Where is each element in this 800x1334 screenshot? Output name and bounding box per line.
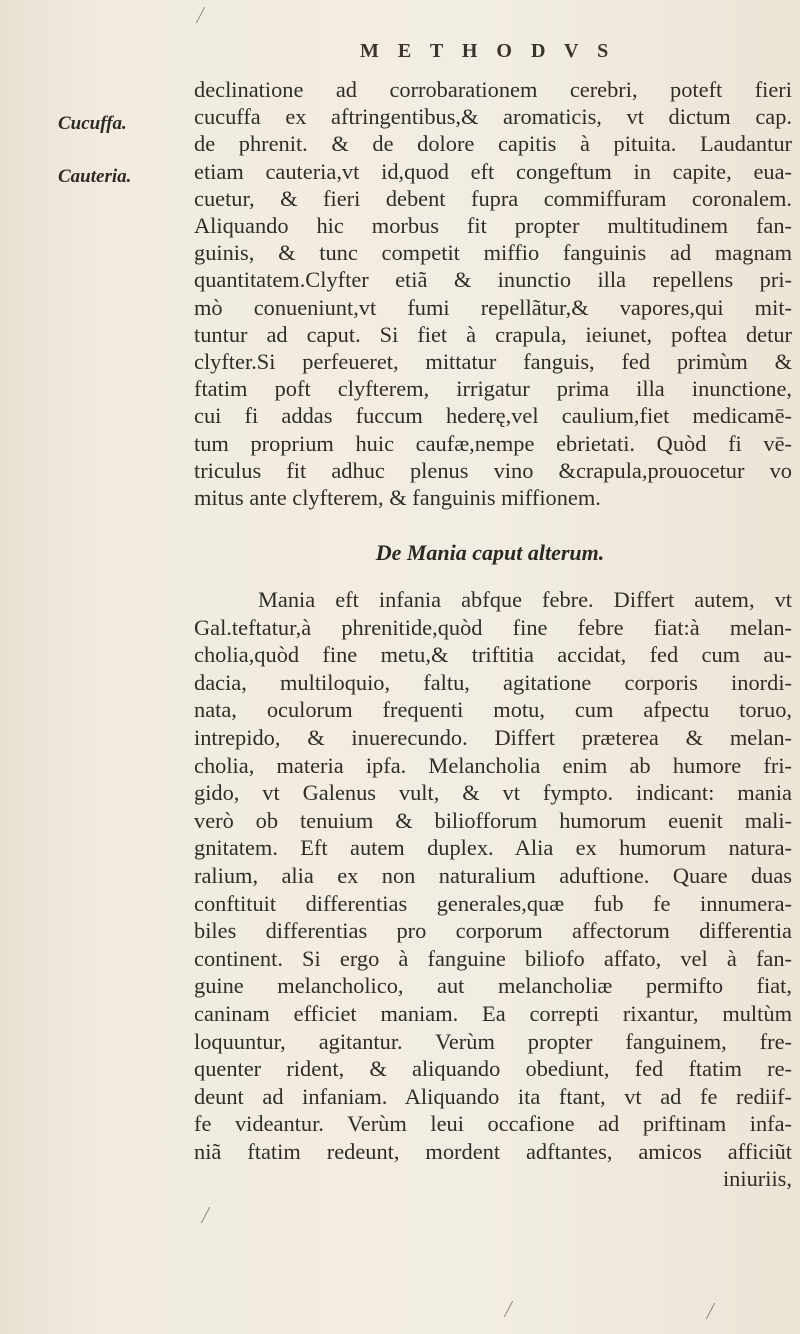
- paragraph-2: [194, 586, 792, 1193]
- text-line: ralium, alia ex non naturalium aduftione. Quare duas: [194, 862, 792, 888]
- text-line: clyfter.Si perfeueret, mittatur fanguis, fed primùm &: [194, 349, 792, 375]
- text-line: Mania eft infania abfque febre. Differt autem, vt: [258, 587, 792, 612]
- text-line: mò conueniunt,vt fumi repellãtur,& vapores,qui mit-: [194, 294, 792, 320]
- text-line: deunt ad infaniam. Aliquando ita ftant, vt ad fe rediif-: [194, 1083, 792, 1109]
- text-line: cholia,quòd fine metu,& triftitia accidat, fed cum au-: [194, 642, 792, 668]
- text-line: tuntur ad caput. Si fiet à crapula, ieiunet, poftea detur: [194, 321, 792, 347]
- text-line: dacia, multiloquio, faltu, agitatione corporis inordi-: [194, 669, 792, 695]
- ink-stroke: [201, 1207, 210, 1223]
- text-line: fe videantur. Verùm leui occafione ad priftinam infa-: [194, 1111, 792, 1137]
- text-line: Aliquando hic morbus fit propter multitudinem fan-: [194, 213, 792, 239]
- text-line: de phrenit. & de dolore capitis à pituita. Laudantur: [194, 131, 792, 157]
- text-line: tum proprium huic caufæ,nempe ebrietati. Quòd fi vē-: [194, 430, 792, 456]
- ink-stroke: [196, 7, 205, 23]
- marginal-note: Cucuffa.: [58, 113, 127, 134]
- text-line: gido, vt Galenus vult, & vt fympto. indicant: mania: [194, 780, 792, 806]
- text-line: biles differentias pro corporum affectorum differentia: [194, 918, 792, 944]
- text-line: cui fi addas fuccum hederę,vel caulium,fiet medicamē-: [194, 403, 792, 429]
- text-line: nata, oculorum frequenti motu, cum afpectu toruo,: [194, 697, 792, 723]
- text-line: intrepido, & inuerecundo. Differt præterea & melan-: [194, 724, 792, 750]
- text-line: mitus ante clyfterem, & fanguinis miffionem.: [194, 485, 601, 511]
- text-line: cucuffa ex aftringentibus,& aromaticis, vt dictum cap.: [194, 104, 792, 130]
- marginal-note: Cauteria.: [58, 166, 132, 187]
- text-line: verò ob tenuium & biliofforum humorum euenit mali-: [194, 807, 792, 833]
- text-line: quenter rident, & aliquando obediunt, fed ftatim re-: [194, 1056, 792, 1082]
- text-line: cholia, materia ipfa. Melancholia enim ab humore fri-: [194, 752, 792, 778]
- text-line: etiam cauteria,vt id,quod eft congeftum in capite, eua-: [194, 158, 792, 184]
- text-line: niã ftatim redeunt, mordent adftantes, amicos afficiũt: [194, 1138, 792, 1164]
- catchword: iniuriis,: [722, 1166, 792, 1192]
- text-line: guine melancholico, aut melancholiæ permifto fiat,: [194, 973, 792, 999]
- text-line: quantitatem.Clyfter etiã & inunctio illa repellens pri-: [194, 267, 792, 293]
- text-line: continent. Si ergo à fanguine biliofo affato, vel à fan-: [194, 945, 792, 971]
- text-line: caninam efficiet maniam. Ea correpti rixantur, multùm: [194, 1000, 792, 1026]
- text-line: declinatione ad corrobarationem cerebri, poteft fieri: [194, 77, 792, 102]
- text-line: gnitatem. Eft autem duplex. Alia ex humorum natura-: [194, 835, 792, 861]
- ink-stroke: [706, 1303, 715, 1319]
- chapter-title: De Mania caput alterum.: [375, 540, 605, 565]
- text-line: cuetur, & fieri debent fupra commiffuram coronalem.: [194, 185, 792, 211]
- ink-stroke: [504, 1301, 513, 1317]
- text-line: Gal.teftatur,à phrenitide,quòd fine febre fiat:à melan-: [194, 614, 792, 640]
- paragraph-1: [194, 76, 792, 511]
- text-line: triculus fit adhuc plenus vino &crapula,prouocetur vo: [194, 457, 792, 483]
- text-line: guinis, & tunc competit miffio fanguinis ad magnam: [194, 240, 792, 266]
- text-line: conftituit differentias generales,quæ fub fe innumera-: [194, 890, 792, 916]
- text-line: loquuntur, agitantur. Verùm propter fanguinem, fre-: [194, 1028, 792, 1054]
- text-line: ftatim poft clyfterem, irrigatur prima illa inunctione,: [194, 376, 792, 402]
- running-head: M E T H O D V S: [360, 40, 616, 62]
